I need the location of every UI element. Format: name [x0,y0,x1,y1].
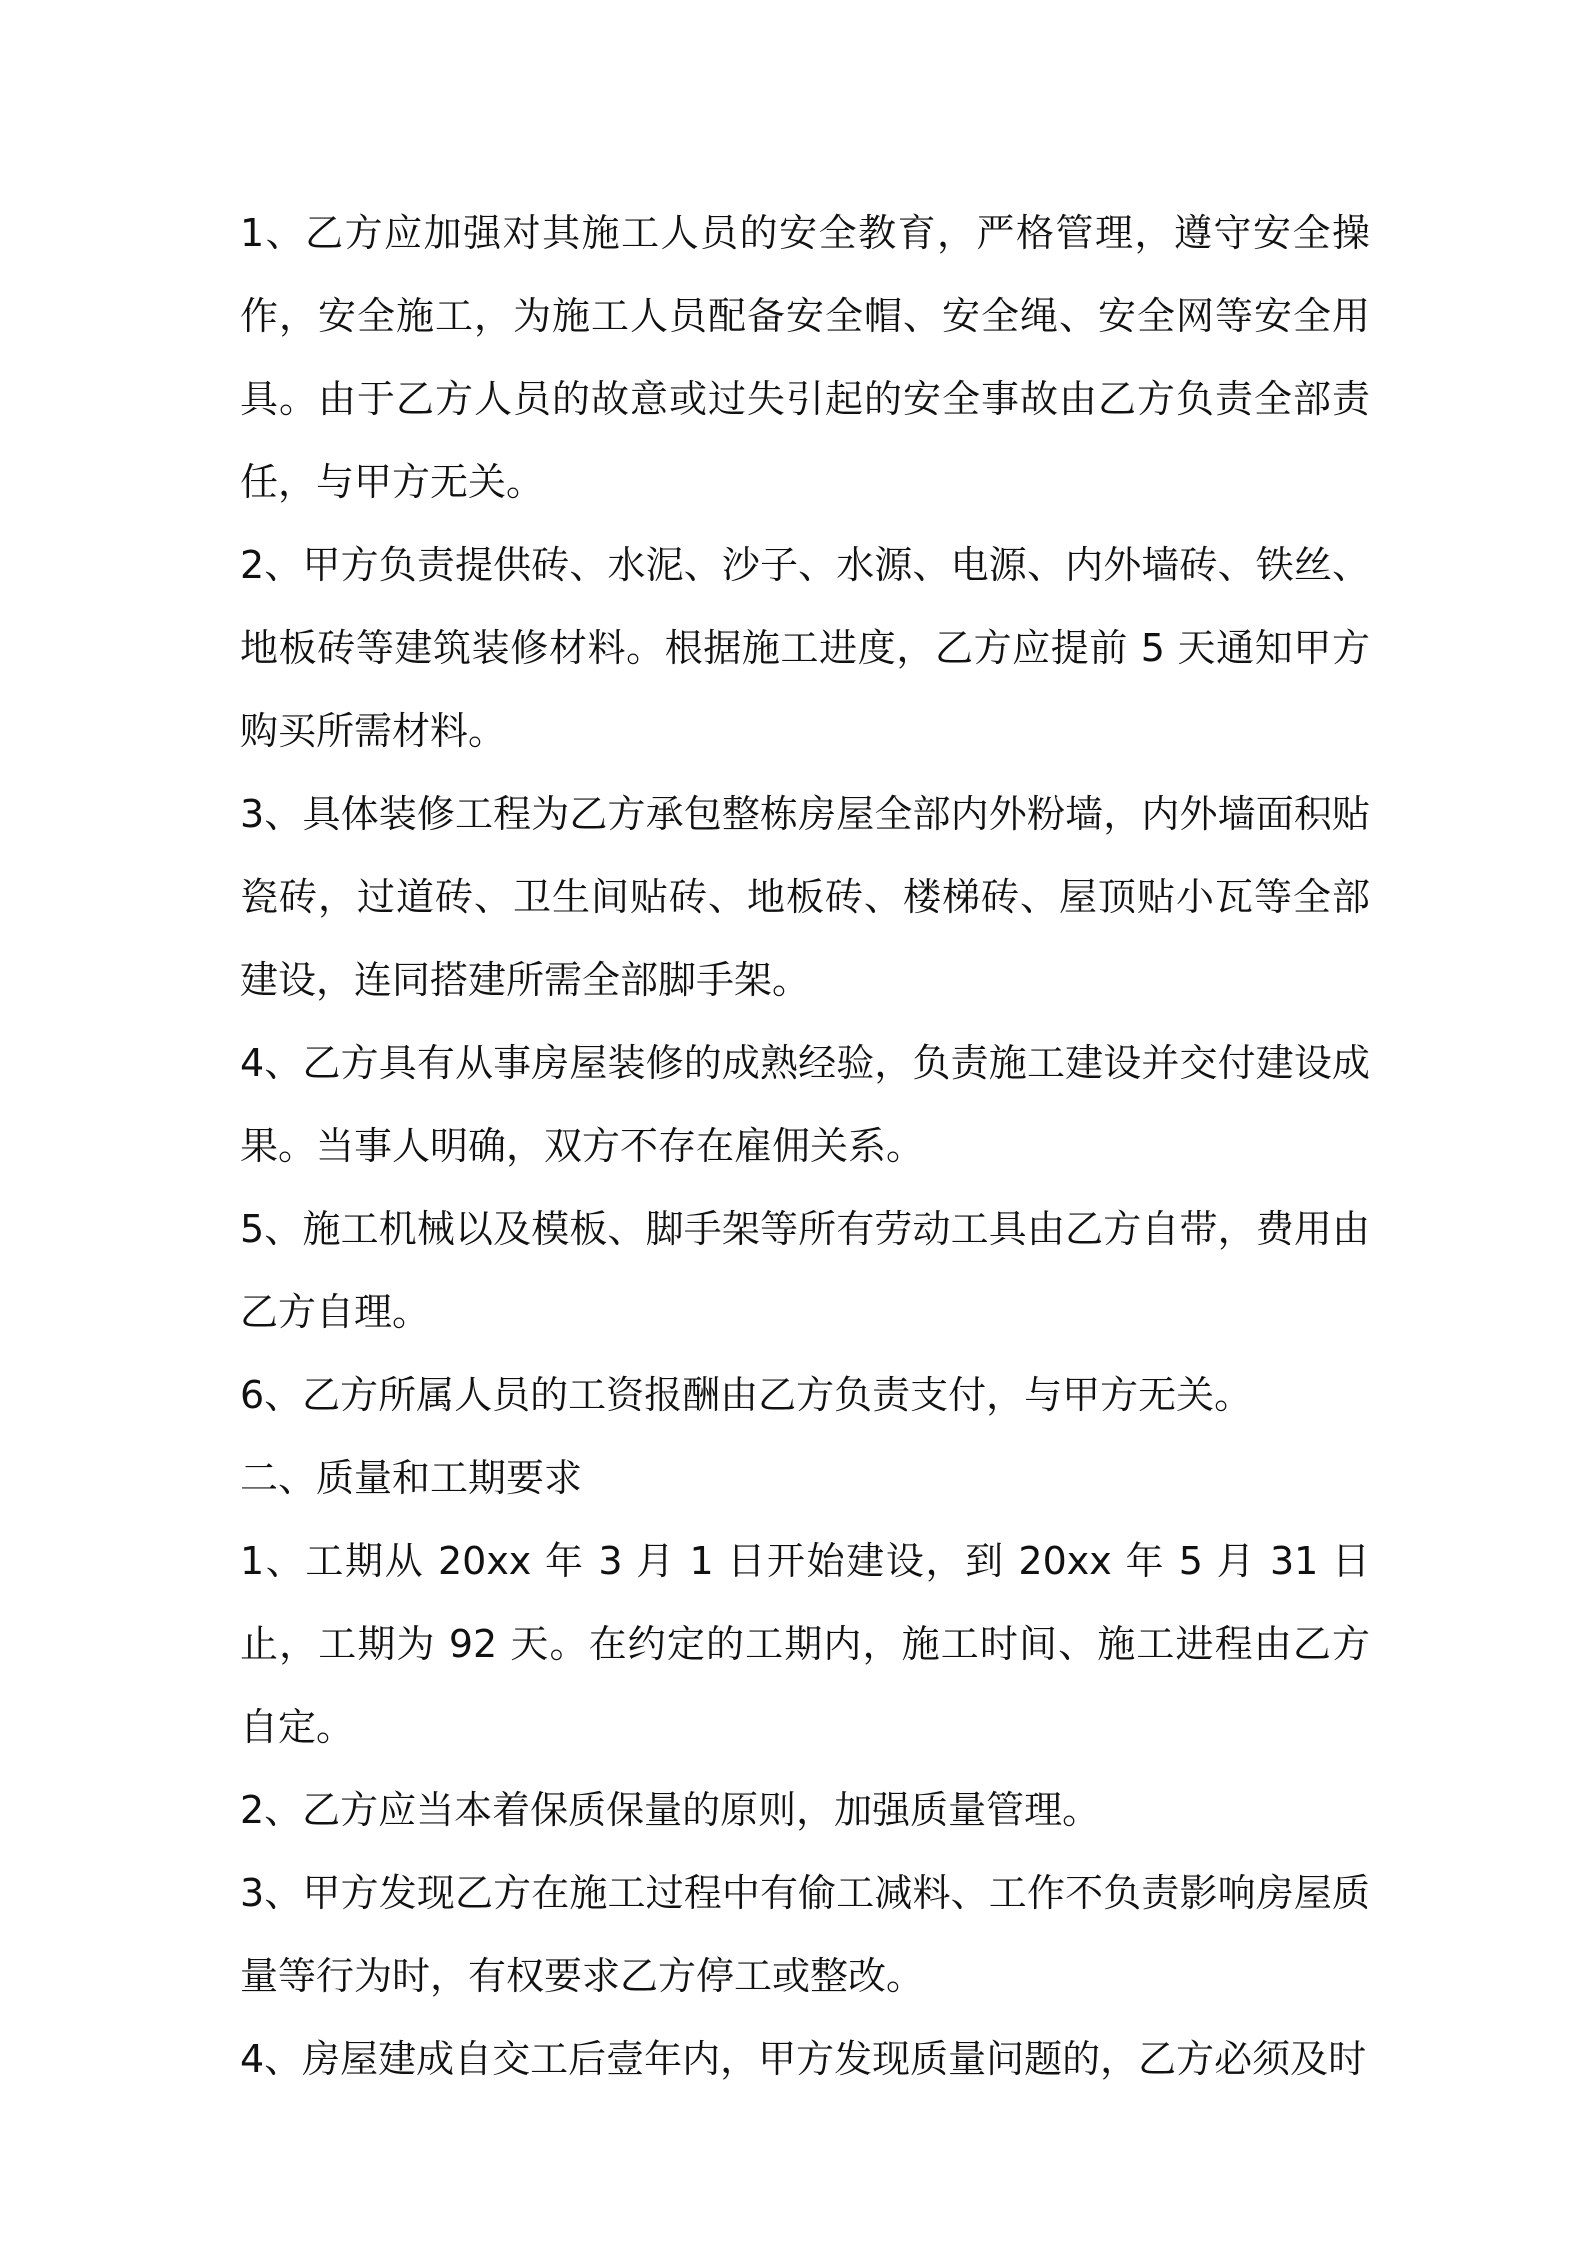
clause-safety: 1、乙方应加强对其施工人员的安全教育，严格管理，遵守安全操作，安全施工，为施工人员配备安全帽、安全绳、安全网等安全用具。由于乙方人员的故意或过失引起的安全事故由乙方负责全部责任，与甲方无关。 [240,211,1370,504]
clause-schedule: 1、工期从 20xx 年 3 月 1 日开始建设，到 20xx 年 5 月 31 日止，工期为 92 天。在约定的工期内，施工时间、施工进程由乙方自定。 [240,1539,1370,1749]
clause-inspection: 3、甲方发现乙方在施工过程中有偷工减料、工作不负责影响房屋质量等行为时，有权要求乙方停工或整改。 [240,1871,1370,1998]
section-heading-quality-schedule: 二、质量和工期要求 [240,1456,583,1500]
clause-quality-principle: 2、乙方应当本着保质保量的原则，加强质量管理。 [240,1788,1101,1832]
clause-scope: 3、具体装修工程为乙方承包整栋房屋全部内外粉墙，内外墙面积贴瓷砖，过道砖、卫生间贴砖、地板砖、楼梯砖、屋顶贴小瓦等全部建设，连同搭建所需全部脚手架。 [240,792,1370,1002]
clause-experience: 4、乙方具有从事房屋装修的成熟经验，负责施工建设并交付建设成果。当事人明确，双方不存在雇佣关系。 [240,1041,1370,1168]
clause-materials: 2、甲方负责提供砖、水泥、沙子、水源、电源、内外墙砖、铁丝、地板砖等建筑装修材料。根据施工进度，乙方应提前 5 天通知甲方购买所需材料。 [240,543,1370,753]
clause-wages: 6、乙方所属人员的工资报酬由乙方负责支付，与甲方无关。 [240,1373,1253,1417]
clause-warranty: 4、房屋建成自交工后壹年内，甲方发现质量问题的，乙方必须及时 [240,2037,1367,2081]
clause-tools: 5、施工机械以及模板、脚手架等所有劳动工具由乙方自带，费用由乙方自理。 [240,1207,1370,1334]
document-body [240,192,1370,2101]
